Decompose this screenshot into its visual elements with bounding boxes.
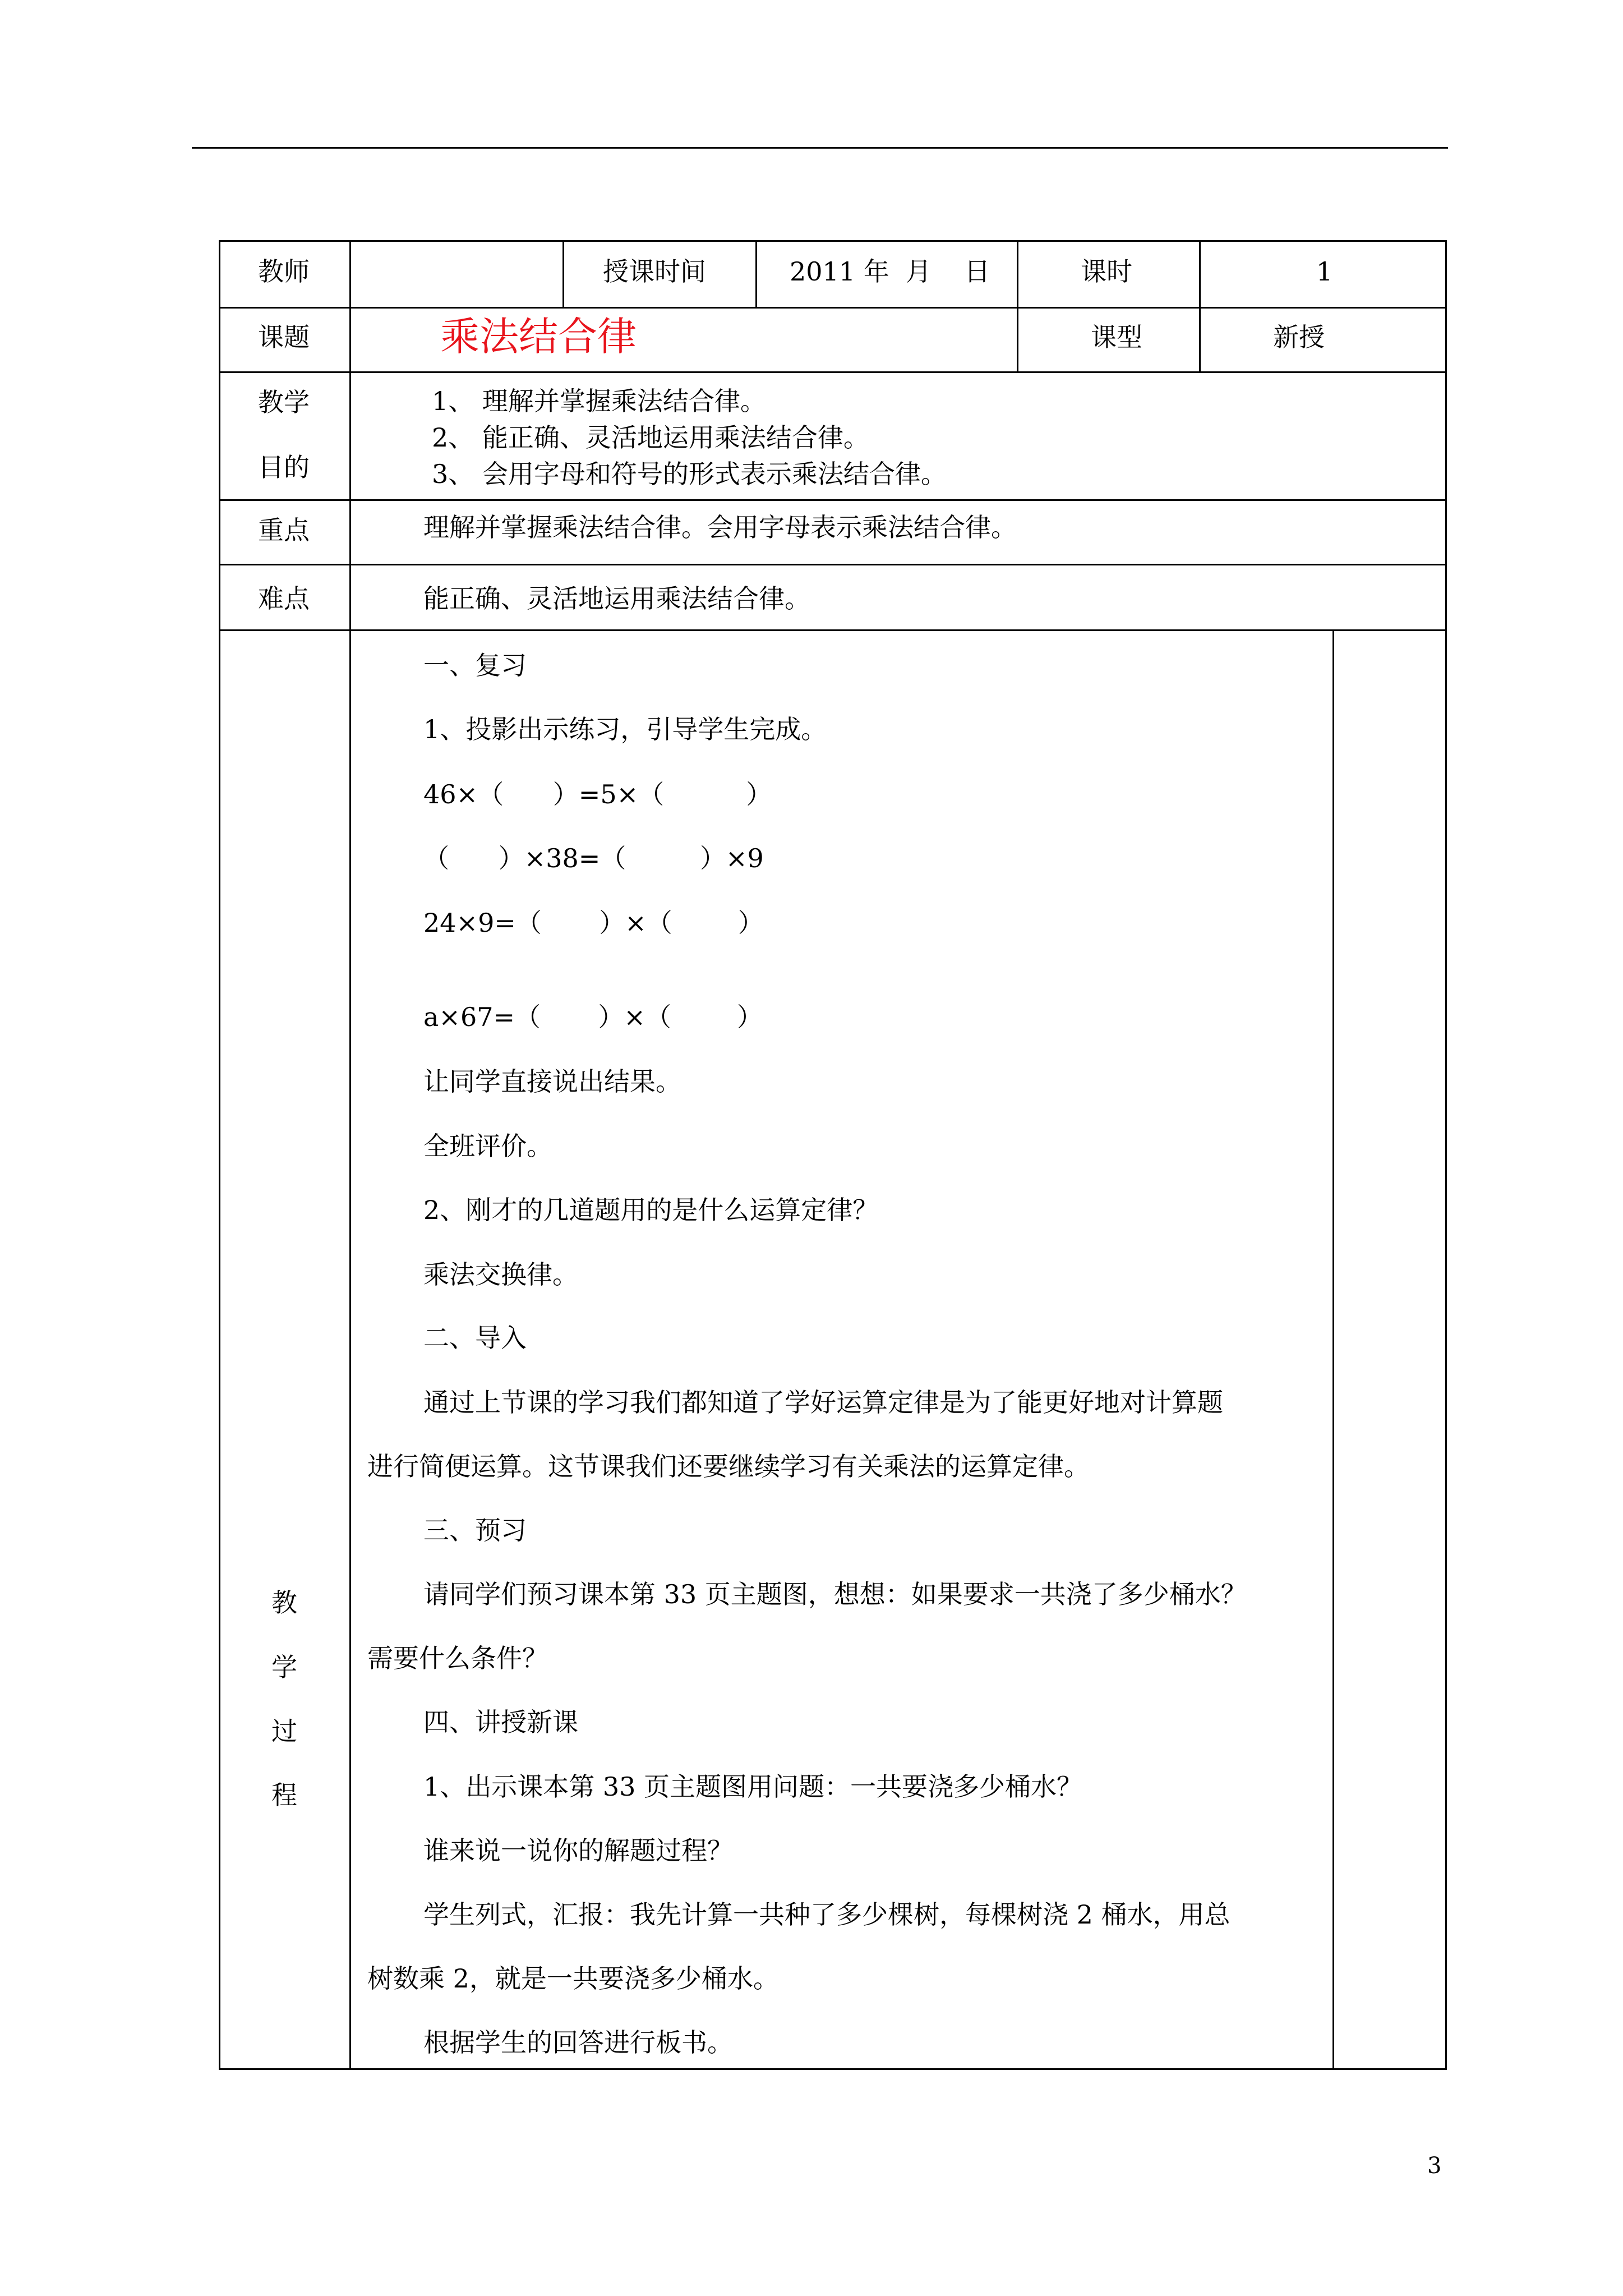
difficulty-text: 能正确、灵活地运用乘法结合律。 (423, 583, 810, 614)
lesson-type-label: 课型 (1091, 322, 1142, 352)
process-line: 1、出示课本第 33 页主题图用问题：一共要浇多少桶水？ (423, 1772, 1083, 1802)
header-rule (192, 147, 1448, 149)
table-rule (219, 240, 1447, 242)
table-rule (562, 240, 564, 309)
table-rule (219, 2068, 1447, 2070)
process-label-char: 过 (271, 1716, 297, 1746)
process-line: 学生列式，汇报：我先计算一共种了多少棵树，每棵树浇 2 桶水，用总 (423, 1899, 1230, 1930)
process-line: 1、投影出示练习，引导学生完成。 (423, 714, 827, 744)
process-line: 二、导入 (423, 1323, 527, 1353)
process-line: 2、刚才的几道题用的是什么运算定律？ (423, 1195, 879, 1225)
objective-item: 2、 能正确、灵活地运用乘法结合律。 (432, 422, 869, 453)
process-line: 24×9=（ ）×（ ） (423, 908, 764, 938)
period-label: 课时 (1081, 256, 1132, 287)
process-line: 全班评价。 (423, 1131, 552, 1161)
process-line: 根据学生的回答进行板书。 (423, 2027, 733, 2058)
process-line: 树数乘 2，就是一共要浇多少桶水。 (367, 1963, 779, 1994)
period-value: 1 (1316, 256, 1333, 287)
table-rule (219, 371, 1447, 373)
table-rule (1199, 240, 1201, 373)
process-label-char: 学 (271, 1652, 297, 1682)
key-point-text: 理解并掌握乘法结合律。会用字母表示乘法结合律。 (423, 512, 1017, 542)
difficulty-label: 难点 (258, 583, 310, 614)
table-rule (1445, 240, 1447, 2070)
process-line: 四、讲授新课 (423, 1707, 578, 1737)
process-line: 让同学直接说出结果。 (423, 1066, 681, 1097)
class-time-label: 授课时间 (603, 256, 706, 287)
process-line: a×67=（ ）×（ ） (423, 1002, 763, 1032)
lesson-title: 乘法结合律 (440, 314, 637, 360)
table-rule (349, 240, 351, 2070)
teacher-label: 教师 (258, 256, 310, 287)
table-rule (219, 499, 1447, 501)
table-rule (219, 564, 1447, 565)
table-rule (1332, 629, 1334, 2070)
process-line: （ ）×38=（ ）×9 (423, 843, 764, 873)
class-time-value: 2011 年 月 日 (790, 256, 990, 287)
process-line: 一、复习 (423, 650, 527, 680)
table-rule (219, 307, 1447, 309)
objectives-label-line2: 目的 (258, 452, 310, 482)
lesson-type-value: 新授 (1273, 322, 1325, 352)
process-line: 通过上节课的学习我们都知道了学好运算定律是为了能更好地对计算题 (423, 1387, 1223, 1418)
process-line: 三、预习 (423, 1515, 527, 1545)
process-label-char: 教 (271, 1588, 297, 1618)
process-line: 需要什么条件？ (367, 1643, 548, 1673)
objective-item: 1、 理解并掌握乘法结合律。 (432, 386, 766, 416)
page-number: 3 (1427, 2153, 1442, 2179)
process-line: 请同学们预习课本第 33 页主题图，想想：如果要求一共浇了多少桶水？ (423, 1579, 1247, 1609)
table-rule (219, 629, 1447, 631)
key-point-label: 重点 (258, 515, 310, 545)
topic-label: 课题 (258, 322, 310, 352)
process-label-char: 程 (271, 1780, 297, 1810)
objectives-label-line1: 教学 (258, 387, 310, 417)
process-line: 进行简便运算。这节课我们还要继续学习有关乘法的运算定律。 (367, 1451, 1090, 1481)
objective-item: 3、 会用字母和符号的形式表示乘法结合律。 (432, 459, 947, 489)
table-rule (219, 240, 220, 2070)
table-rule (755, 240, 757, 309)
table-rule (1017, 240, 1018, 373)
process-line: 谁来说一说你的解题过程？ (423, 1835, 733, 1866)
process-line: 46×（ ）=5×（ ） (423, 779, 772, 809)
process-line: 乘法交换律。 (423, 1259, 578, 1290)
